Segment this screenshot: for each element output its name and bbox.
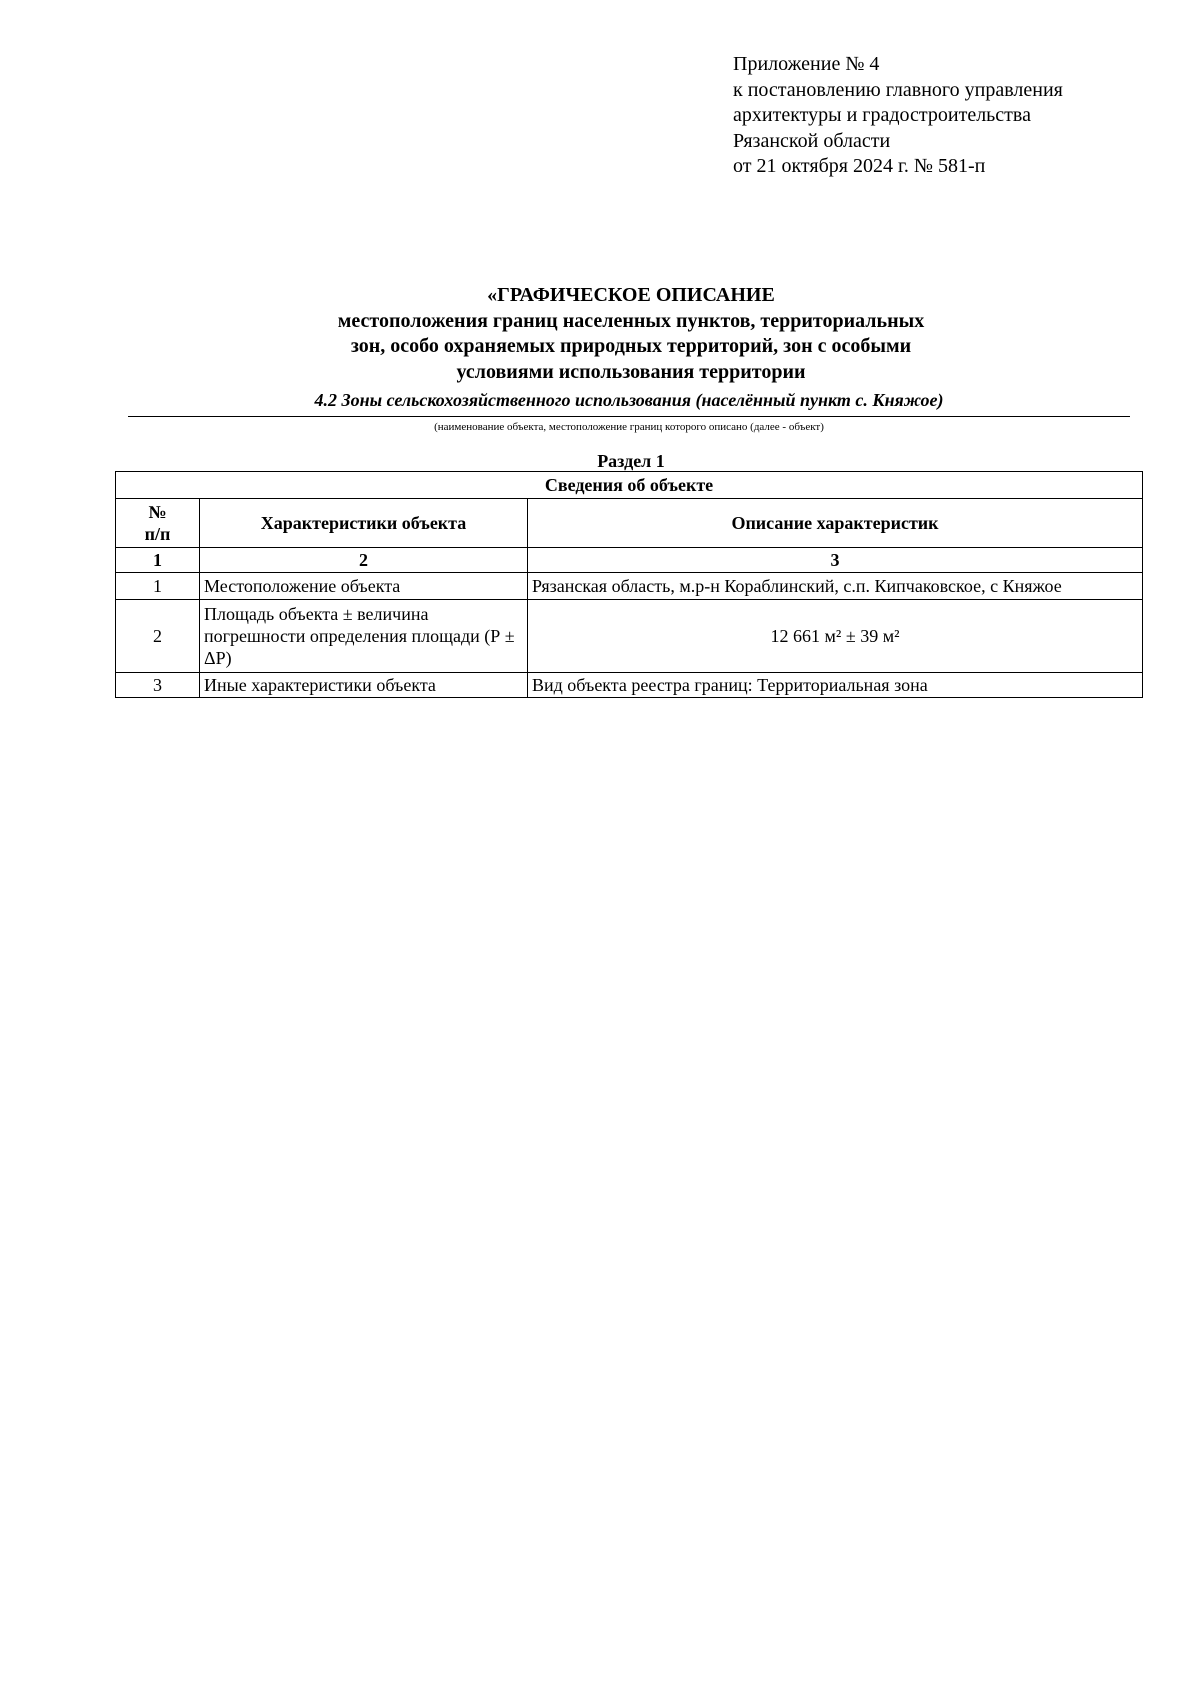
- column-number: 3: [528, 548, 1143, 573]
- appendix-line: от 21 октября 2024 г. № 581-п: [733, 155, 986, 177]
- row-characteristic: Местоположение объекта: [200, 573, 528, 600]
- table-row: [116, 573, 1143, 600]
- header-characteristics: Характеристики объекта: [200, 499, 528, 548]
- row-characteristic: Площадь объекта ± величина погрешности определения площади (Р ± ΔР): [200, 600, 528, 673]
- object-name-caption: (наименование объекта, местоположение границ которого описано (далее - объект): [434, 421, 824, 433]
- document-heading: [0, 283, 1200, 385]
- object-name-underline: [128, 416, 1130, 417]
- appendix-line: Приложение № 4: [733, 53, 880, 75]
- header-description: Описание характеристик: [528, 499, 1143, 548]
- section-title: Раздел 1: [597, 451, 665, 471]
- object-name: 4.2 Зоны сельскохозяйственного использования (населённый пункт с. Княжое): [314, 390, 944, 410]
- appendix-header: [733, 52, 1063, 180]
- document-subtitle-line: условиями использования территории: [456, 360, 806, 383]
- table-caption-row: [116, 472, 1143, 499]
- header-num-line: п/п: [144, 524, 171, 544]
- row-description: Вид объекта реестра границ: Территориальная зона: [528, 673, 1143, 698]
- column-number: 2: [200, 548, 528, 573]
- row-description: Рязанская область, м.р-н Кораблинский, с.п. Кипчаковское, с Княжое: [528, 573, 1143, 600]
- table-row: [116, 673, 1143, 698]
- header-num: [116, 499, 200, 548]
- row-description: 12 661 м² ± 39 м²: [528, 600, 1143, 673]
- row-characteristic: Иные характеристики объекта: [200, 673, 528, 698]
- table-caption: Сведения об объекте: [116, 472, 1143, 499]
- object-info-table: [115, 471, 1143, 698]
- appendix-line: архитектуры и градостроительства: [733, 104, 1031, 126]
- document-title: «ГРАФИЧЕСКОЕ ОПИСАНИЕ: [487, 284, 775, 306]
- appendix-line: к постановлению главного управления: [733, 78, 1063, 101]
- table-header-row: [116, 499, 1143, 548]
- row-number: 1: [116, 573, 200, 600]
- document-subtitle-line: местоположения границ населенных пунктов, территориальных: [337, 309, 925, 332]
- column-number: 1: [116, 548, 200, 573]
- header-num-line: №: [148, 502, 167, 522]
- table-row: [116, 600, 1143, 673]
- column-number-row: [116, 548, 1143, 573]
- document-subtitle-line: зон, особо охраняемых природных территорий, зон с особыми: [350, 335, 912, 357]
- appendix-line: Рязанской области: [733, 129, 891, 152]
- row-number: 2: [116, 600, 200, 673]
- row-number: 3: [116, 673, 200, 698]
